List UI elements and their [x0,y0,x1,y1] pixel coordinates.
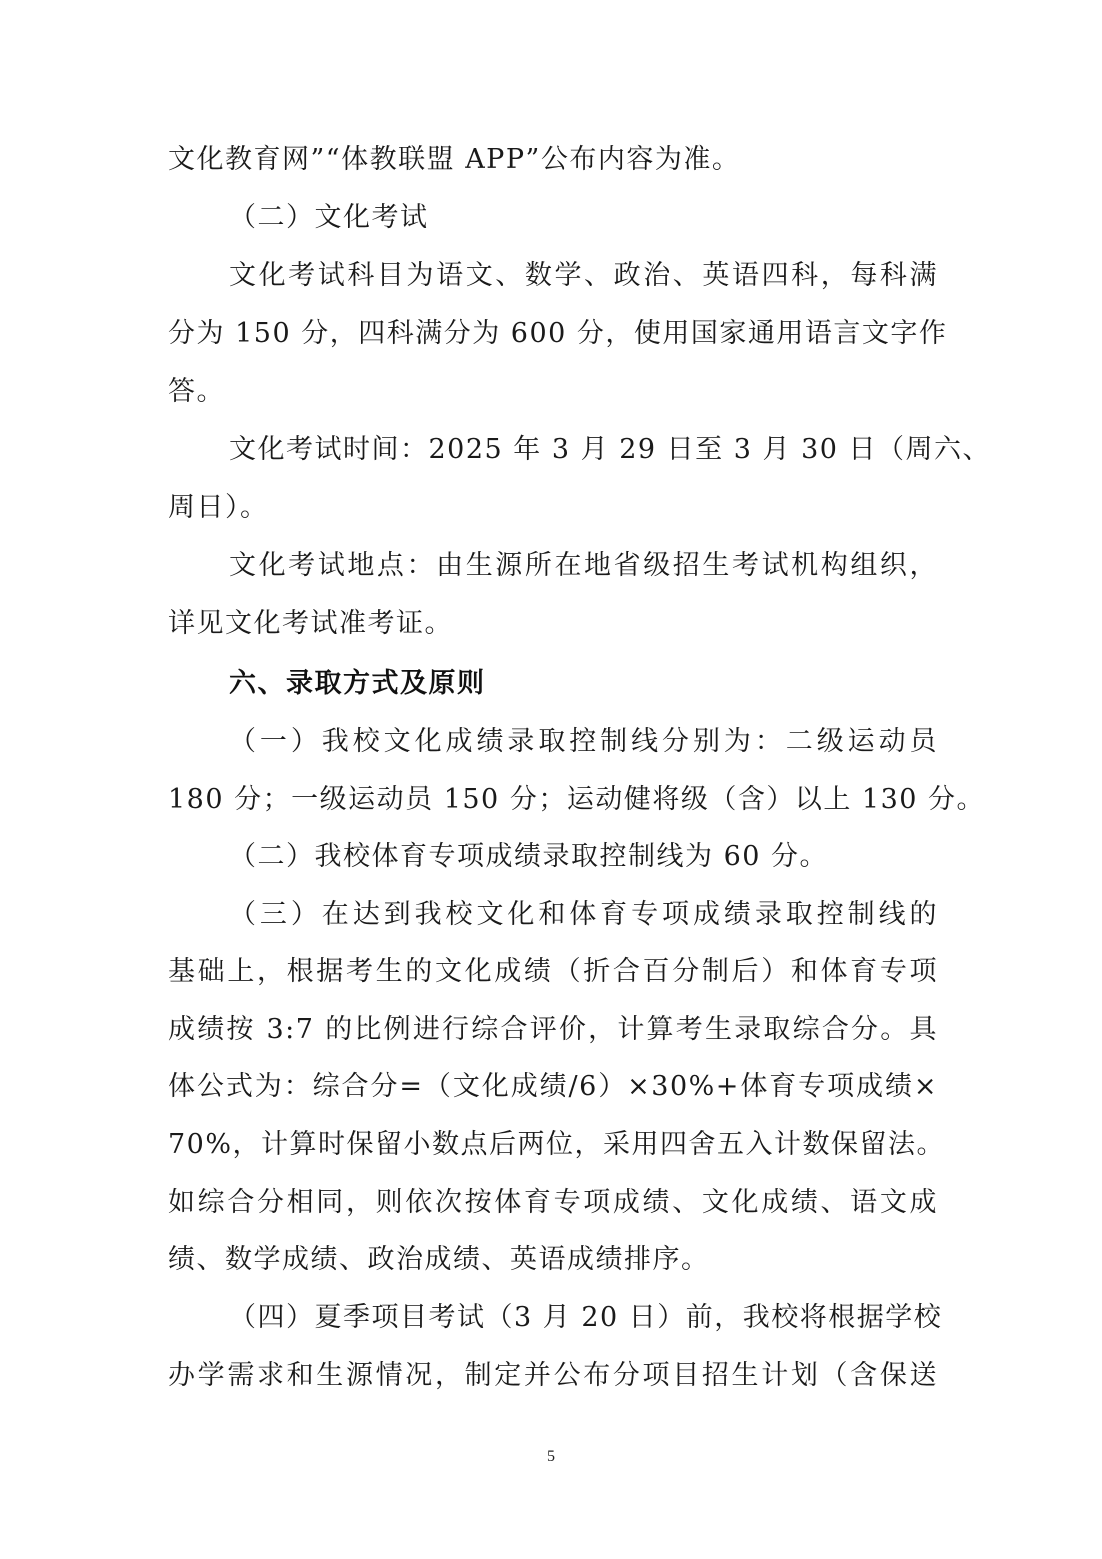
paragraph-line: （四）夏季项目考试（3 月 20 日）前，我校将根据学校 [229,1302,943,1333]
paragraph-line: （一）我校文化成绩录取控制线分别为：二级运动员 [229,726,938,757]
subsection-heading-culture-exam: （二）文化考试 [229,202,429,233]
paragraph-line: （二）我校体育专项成绩录取控制线为 60 分。 [229,841,829,872]
paragraph-line: 文化考试地点：由生源所在地省级招生考试机构组织， [229,550,938,581]
paragraph-line: 文化考试科目为语文、数学、政治、英语四科，每科满 [229,260,938,291]
paragraph-line: （三）在达到我校文化和体育专项成绩录取控制线的 [229,899,938,930]
paragraph-line: 文化考试时间：2025 年 3 月 29 日至 3 月 30 日（周六、 [229,434,992,465]
paragraph-line: 如综合分相同，则依次按体育专项成绩、文化成绩、语文成 [168,1187,938,1218]
paragraph-line: 答。 [168,376,225,407]
paragraph-line: 文化教育网”“体教联盟 APP”公布内容为准。 [168,144,741,175]
paragraph-line: 成绩按 3:7 的比例进行综合评价，计算考生录取综合分。具 [168,1014,938,1045]
paragraph-line: 基础上，根据考生的文化成绩（折合百分制后）和体育专项 [168,956,938,987]
paragraph-line: 绩、数学成绩、政治成绩、英语成绩排序。 [168,1244,710,1275]
page-number: 5 [547,1448,555,1465]
paragraph-line: 办学需求和生源情况，制定并公布分项目招生计划（含保送 [168,1360,938,1391]
paragraph-line: 体公式为：综合分=（文化成绩/6）×30%+体育专项成绩× [168,1071,938,1102]
section-heading-admission-principles: 六、录取方式及原则 [229,668,486,699]
paragraph-line: 详见文化考试准考证。 [168,608,453,639]
paragraph-line: 70%，计算时保留小数点后两位，采用四舍五入计数保留法。 [168,1129,946,1160]
paragraph-line: 分为 150 分，四科满分为 600 分，使用国家通用语言文字作 [168,318,948,349]
paragraph-line: 周日）。 [168,492,269,523]
paragraph-line: 180 分；一级运动员 150 分；运动健将级（含）以上 130 分。 [168,784,986,815]
